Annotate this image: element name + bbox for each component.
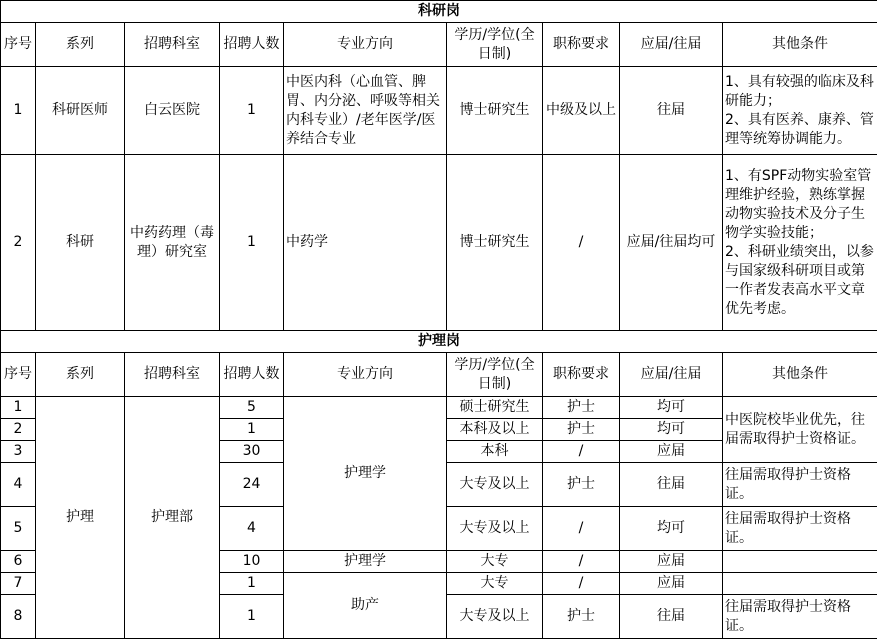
cell-title: / — [543, 551, 620, 573]
cell-no: 4 — [1, 463, 36, 507]
cell-count: 4 — [220, 507, 284, 551]
cell-no: 8 — [1, 595, 36, 639]
cell-no: 2 — [1, 155, 36, 331]
cell-other — [723, 155, 877, 331]
cell-title: 护士 — [543, 463, 620, 507]
cell-other-text: 1、具有较强的临床及科研能力； 2、具有医养、康养、管理等统筹协调能力。 — [725, 73, 874, 147]
cell-title: 中级及以上 — [543, 67, 620, 155]
cell-count: 1 — [220, 595, 284, 639]
cell-title: / — [543, 441, 620, 463]
cell-series: 护理 — [36, 397, 125, 639]
table-row — [1, 155, 877, 331]
cell-count: 10 — [220, 551, 284, 573]
cell-title: / — [543, 155, 620, 331]
cell-grad: 往届 — [620, 463, 723, 507]
header-cell-edu: 学历/学位(全日制) — [447, 23, 543, 67]
cell-count: 24 — [220, 463, 284, 507]
cell-title: / — [543, 507, 620, 551]
cell-major: 助产 — [284, 573, 447, 639]
cell-edu: 大专 — [447, 573, 543, 595]
cell-dept: 白云医院 — [125, 67, 220, 155]
cell-edu: 本科 — [447, 441, 543, 463]
cell-count: 1 — [220, 419, 284, 441]
cell-grad: 应届 — [620, 551, 723, 573]
cell-grad: 应届 — [620, 573, 723, 595]
cell-grad: 往届 — [620, 595, 723, 639]
cell-edu: 大专及以上 — [447, 507, 543, 551]
header-cell-count: 招聘人数 — [220, 23, 284, 67]
header-cell-dept: 招聘科室 — [125, 23, 220, 67]
header-cell-count: 招聘人数 — [220, 353, 284, 397]
cell-series: 科研 — [36, 155, 125, 331]
header-cell-other: 其他条件 — [723, 353, 877, 397]
cell-title: 护士 — [543, 595, 620, 639]
header-cell-title: 职称要求 — [543, 353, 620, 397]
section-title-nursing: 护理岗 — [1, 331, 877, 353]
cell-no: 7 — [1, 573, 36, 595]
cell-count: 5 — [220, 397, 284, 419]
header-cell-dept: 招聘科室 — [125, 353, 220, 397]
table-row — [1, 397, 877, 419]
section-title-research: 科研岗 — [1, 1, 877, 23]
cell-major: 中药学 — [284, 155, 447, 331]
cell-count: 1 — [220, 573, 284, 595]
cell-no: 1 — [1, 397, 36, 419]
cell-no: 2 — [1, 419, 36, 441]
cell-no: 3 — [1, 441, 36, 463]
header-row-research — [1, 23, 877, 67]
cell-grad: 应届 — [620, 441, 723, 463]
header-cell-no: 序号 — [1, 353, 36, 397]
cell-count: 1 — [220, 67, 284, 155]
table-row — [1, 67, 877, 155]
header-cell-other: 其他条件 — [723, 23, 877, 67]
header-cell-grad: 应届/往届 — [620, 23, 723, 67]
header-cell-grad: 应届/往届 — [620, 353, 723, 397]
cell-grad: 均可 — [620, 419, 723, 441]
cell-no: 5 — [1, 507, 36, 551]
cell-edu: 大专及以上 — [447, 463, 543, 507]
cell-major: 护理学 — [284, 397, 447, 551]
cell-grad: 均可 — [620, 507, 723, 551]
header-cell-series: 系列 — [36, 353, 125, 397]
cell-grad: 往届 — [620, 67, 723, 155]
cell-edu: 大专及以上 — [447, 595, 543, 639]
cell-title: 护士 — [543, 419, 620, 441]
header-cell-edu: 学历/学位(全日制) — [447, 353, 543, 397]
cell-edu: 博士研究生 — [447, 155, 543, 331]
header-cell-series: 系列 — [36, 23, 125, 67]
header-cell-no: 序号 — [1, 23, 36, 67]
cell-other — [723, 551, 877, 573]
cell-series: 科研医师 — [36, 67, 125, 155]
header-cell-major: 专业方向 — [284, 353, 447, 397]
cell-grad: 均可 — [620, 397, 723, 419]
cell-other: 往届需取得护士资格证。 — [723, 595, 877, 639]
cell-grad: 应届/往届均可 — [620, 155, 723, 331]
cell-dept — [125, 155, 220, 331]
cell-other-text: 1、有SPF动物实验室管理维护经验，熟练掌握动物实验技术及分子生物学实验技能； 2、科研业绩突出，以参与国家级科研项目或第一作者发表高水平文章优先考虑。 — [725, 167, 874, 317]
cell-edu: 大专 — [447, 551, 543, 573]
cell-major-text: 中医内科（心血管、脾胃、内分泌、呼吸等相关内科专业）/老年医学/医养结合专业 — [286, 73, 440, 147]
cell-title: 护士 — [543, 397, 620, 419]
cell-edu: 博士研究生 — [447, 67, 543, 155]
cell-edu: 本科及以上 — [447, 419, 543, 441]
cell-other: 中医院校毕业优先，往届需取得护士资格证。 — [723, 397, 877, 463]
cell-other — [723, 67, 877, 155]
cell-no: 1 — [1, 67, 36, 155]
header-cell-major: 专业方向 — [284, 23, 447, 67]
cell-other — [723, 573, 877, 595]
cell-count: 1 — [220, 155, 284, 331]
cell-other: 往届需取得护士资格证。 — [723, 507, 877, 551]
cell-other: 往届需取得护士资格证。 — [723, 463, 877, 507]
cell-count: 30 — [220, 441, 284, 463]
cell-edu: 硕士研究生 — [447, 397, 543, 419]
cell-no: 6 — [1, 551, 36, 573]
cell-dept-text: 中药药理（毒理）研究室 — [130, 224, 214, 260]
header-row-nursing — [1, 353, 877, 397]
cell-major: 护理学 — [284, 551, 447, 573]
header-cell-title: 职称要求 — [543, 23, 620, 67]
cell-major — [284, 67, 447, 155]
cell-dept: 护理部 — [125, 397, 220, 639]
cell-title: / — [543, 573, 620, 595]
